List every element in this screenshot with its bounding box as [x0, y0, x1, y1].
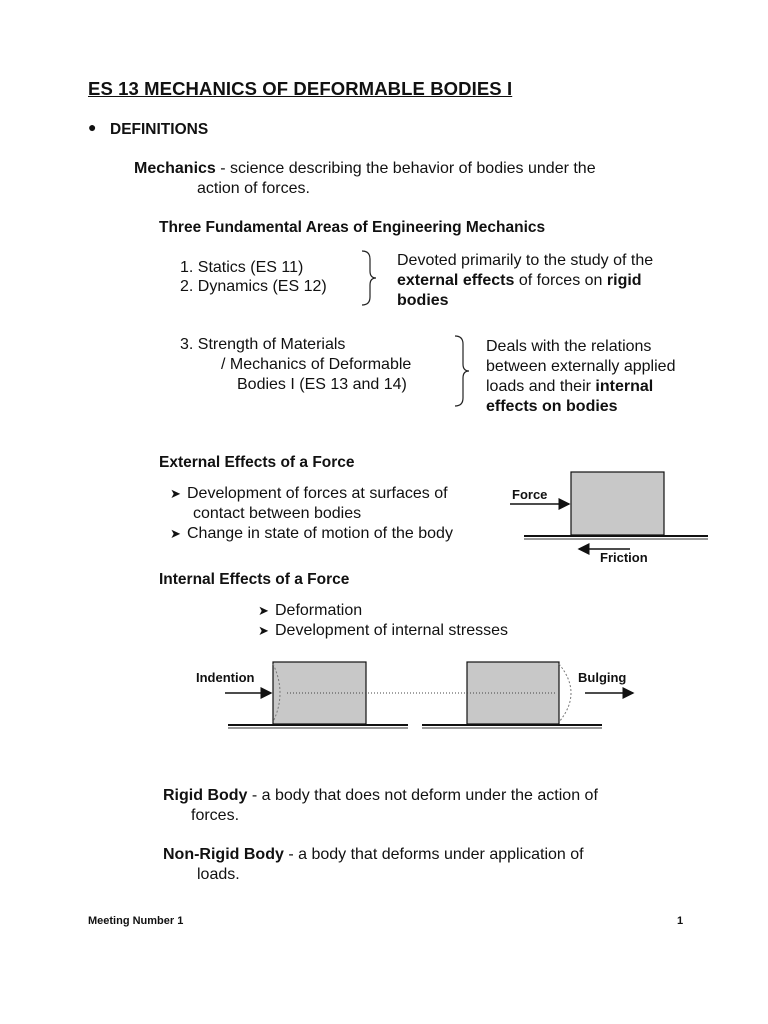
group1-desc-bold3: bodies [397, 292, 449, 309]
external-effect-item-text: Change in state of motion of the body [187, 525, 453, 542]
footer-page-number: 1 [677, 915, 684, 927]
mechanics-definition-line2: action of forces. [197, 180, 310, 197]
mechanics-definition [134, 159, 685, 179]
arrowhead-bullet-icon: ➤ [258, 603, 269, 618]
external-effects-diagram [500, 462, 720, 572]
external-effect-item [170, 524, 453, 544]
friction-label: Friction [600, 550, 648, 565]
area-item-dynamics: 2. Dynamics (ES 12) [180, 278, 327, 295]
group1-desc-mid: of forces on [514, 272, 607, 289]
group2-desc-line3-bold: internal [595, 378, 654, 395]
group1-desc-bold2: rigid [606, 272, 642, 289]
rigid-body-definition-line2: forces. [191, 807, 240, 824]
bullet-icon: ● [88, 119, 97, 135]
area-item-statics: 1. Statics (ES 11) [180, 259, 304, 276]
external-effect-item-text: Development of forces at surfaces of [187, 485, 448, 502]
bulging-label: Bulging [578, 670, 627, 685]
area-item-strength-line2: / Mechanics of Deformable [221, 356, 412, 373]
force-label: Force [512, 487, 548, 502]
rigid-body-term: Rigid Body [163, 787, 248, 804]
arrowhead-bullet-icon: ➤ [170, 526, 181, 541]
external-effects-heading: External Effects of a Force [159, 454, 355, 471]
internal-effect-item [258, 601, 362, 621]
right-brace-icon [451, 334, 471, 408]
indention-label: Indention [196, 670, 255, 685]
internal-effects-heading: Internal Effects of a Force [159, 571, 350, 588]
mechanics-definition-line1: - science describing the behavior of bodies under the [215, 160, 596, 177]
non-rigid-body-term: Non-Rigid Body [163, 846, 284, 863]
internal-effects-diagram [190, 655, 640, 740]
group2-desc-line3-pre: loads and their [486, 378, 596, 395]
section-heading: DEFINITIONS [110, 121, 209, 138]
internal-effect-item [258, 621, 508, 641]
non-rigid-body-definition-line1: - a body that deforms under application of [283, 846, 584, 863]
rigid-body-definition-line1: - a body that does not deform under the action of [247, 787, 598, 804]
external-effect-item-continuation: contact between bodies [193, 505, 362, 522]
external-effect-item [170, 484, 448, 504]
non-rigid-body-definition [163, 845, 685, 865]
arrowhead-bullet-icon: ➤ [170, 486, 181, 501]
non-rigid-body-definition-line2: loads. [197, 866, 240, 883]
group1-desc-line1: Devoted primarily to the study of the [397, 252, 654, 269]
group2-desc-line4: effects on bodies [486, 398, 618, 415]
area-item-strength-line3: Bodies I (ES 13 and 14) [237, 376, 407, 393]
group2-desc-line2: between externally applied [486, 358, 676, 375]
group1-desc-line2 [397, 271, 642, 291]
mechanics-term: Mechanics [134, 160, 216, 177]
group2-desc-line3 [486, 377, 653, 397]
internal-effect-item-text: Deformation [275, 602, 363, 619]
rigid-body-definition [163, 786, 685, 806]
bulging-curve [559, 664, 571, 722]
arrowhead-bullet-icon: ➤ [258, 623, 269, 638]
internal-effect-item-text: Development of internal stresses [275, 622, 508, 639]
group1-desc-bold1: external effects [397, 272, 515, 289]
document-title: ES 13 MECHANICS OF DEFORMABLE BODIES I [88, 78, 513, 99]
footer-meeting-number: Meeting Number 1 [88, 915, 184, 927]
block-shape [571, 472, 664, 535]
areas-heading: Three Fundamental Areas of Engineering Mechanics [159, 219, 546, 236]
left-block-shape [273, 662, 366, 724]
group2-desc-line1: Deals with the relations [486, 338, 652, 355]
area-item-strength-line1: 3. Strength of Materials [180, 336, 346, 353]
right-brace-icon [358, 249, 378, 307]
